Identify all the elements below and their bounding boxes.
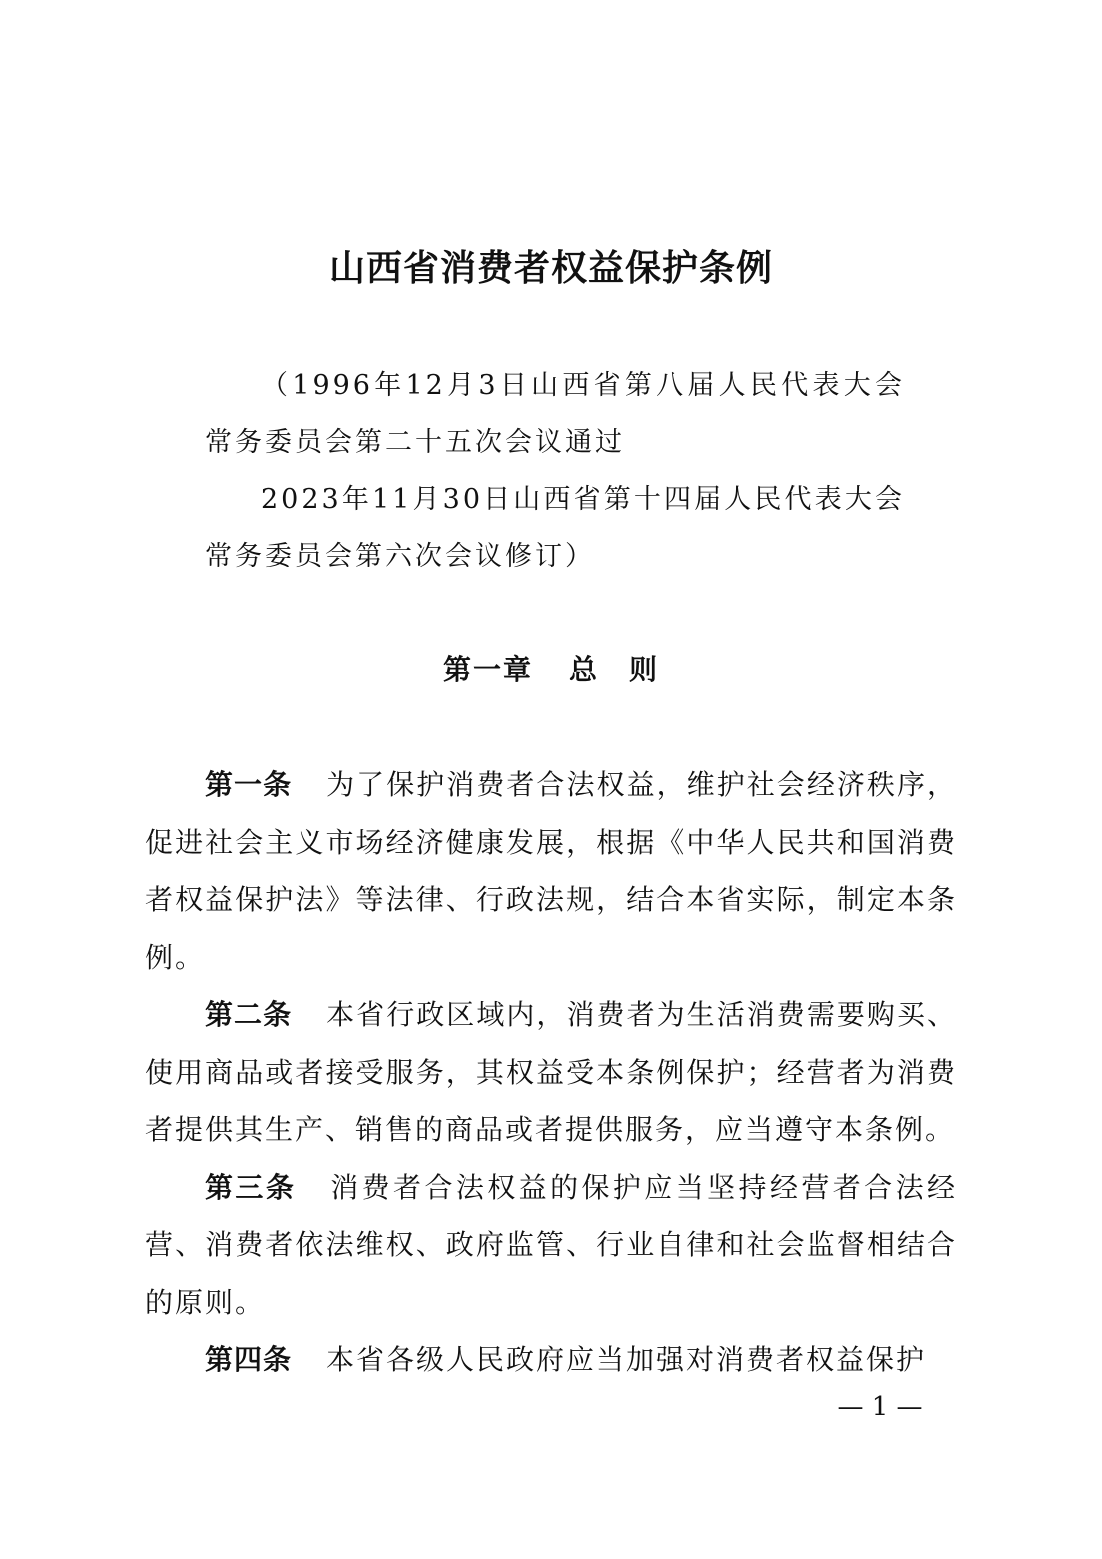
- page-number: — 1 —: [837, 1392, 923, 1422]
- article-text: 为了保护消费者合法权益，维护社会经济秩序，促进社会主义市场经济健康发展，根据《中华人民共和国消费者权益保护法》等法律、行政法规，结合本省实际，制定本条例。: [145, 768, 957, 974]
- article-label: 第二条: [205, 998, 293, 1031]
- article-text: 本省各级人民政府应当加强对消费者权益保护: [326, 1343, 927, 1376]
- document-title: 山西省消费者权益保护条例: [328, 248, 773, 289]
- chapter-label: 第一章: [442, 653, 533, 686]
- adoption-note: [205, 357, 905, 585]
- article-text: 本省行政区域内，消费者为生活消费需要购买、使用商品或者接受服务，其权益受本条例保护；经营者为消费者提供其生产、销售的商品或者提供服务，应当遵守本条例。: [145, 998, 957, 1146]
- article-label: 第三条: [205, 1170, 297, 1204]
- article: [145, 756, 957, 986]
- revision-note-line: 2023年11月30日山西省第十四届人民代表大会常务委员会第六次会议修订）: [205, 484, 905, 572]
- article: [145, 1159, 957, 1332]
- articles-body: [145, 756, 957, 1389]
- article-text: 消费者合法权益的保护应当坚持经营者合法经营、消费者依法维权、政府监管、行业自律和社会监督相结合的原则。: [145, 1170, 957, 1319]
- article-label: 第四条: [205, 1343, 293, 1376]
- chapter-heading: [0, 648, 1102, 688]
- article: [145, 1331, 957, 1389]
- article-label: 第一条: [205, 768, 293, 801]
- adoption-note-line: （1996年12月3日山西省第八届人民代表大会常务委员会第二十五次会议通过: [205, 370, 905, 458]
- chapter-name: 总 则: [569, 653, 660, 686]
- article: [145, 986, 957, 1159]
